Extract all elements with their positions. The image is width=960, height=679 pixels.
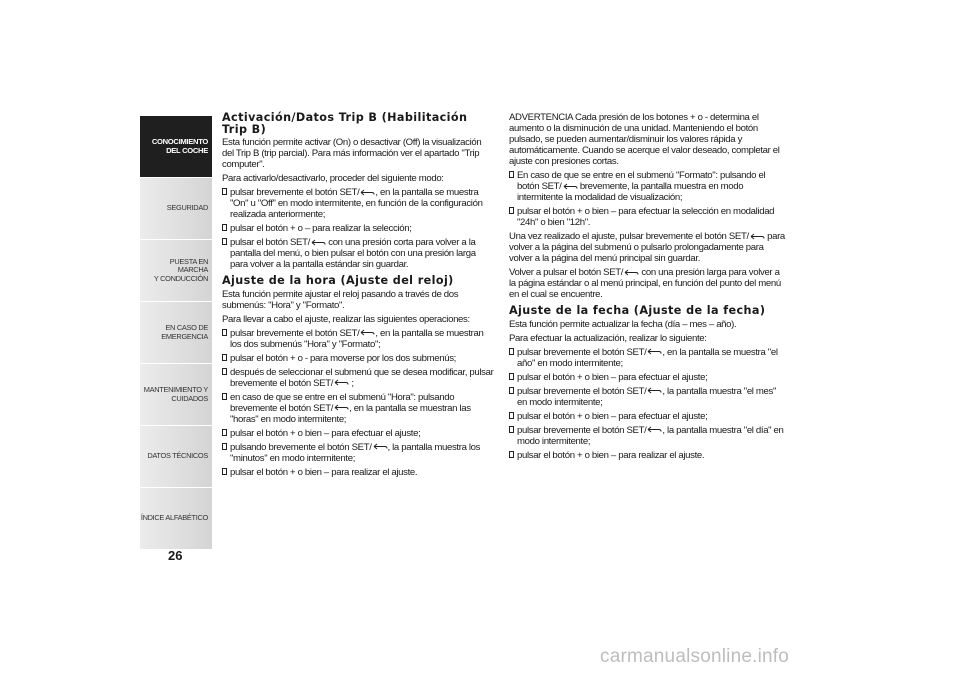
- list-item: pulsar el botón SET/ con una presión corta para volver a la pantalla del menú, o bien pulsar el botón con una presión larga para volver a la pantalla estándar sin guardar.: [222, 237, 494, 270]
- section-title-ajuste-fecha: Ajuste de la fecha (Ajuste de la fecha): [509, 304, 766, 317]
- list-item: pulsar brevemente el botón SET/ , en la pantalla se muestran los dos submenús "Hora" y "Formato";: [222, 328, 494, 350]
- paragraph: Para activarlo/desactivarlo, proceder del siguiente modo:: [222, 173, 444, 184]
- checkbox-bullet-icon: [509, 207, 514, 214]
- section-title-ajuste-hora: Ajuste de la hora (Ajuste del reloj): [222, 274, 454, 287]
- return-arrow-icon: [646, 387, 662, 394]
- return-arrow-icon: [623, 269, 639, 276]
- section-title-trip-b: Activación/Datos Trip B (Habilitación Trip B): [222, 111, 468, 136]
- return-arrow-icon: [749, 233, 765, 240]
- warning-paragraph: ADVERTENCIA Cada presión de los botones + o - determina el aumento o la disminución de una unidad. Manteniendo el botón pulsado, se pueden aumentar/disminuir los valores rápida y automáticamente. Cuando se acerque el valor deseado, completar el ajuste con presiones cortas.: [509, 112, 780, 167]
- paragraph: Esta función permite ajustar el reloj pasando a través de dos submenús: "Hora" y "Formato".: [222, 288, 459, 311]
- list-item: pulsar el botón + o bien – para efectuar la selección en modalidad "24h" o bien "12h".: [509, 206, 785, 228]
- checkbox-bullet-icon: [222, 238, 227, 245]
- checkbox-bullet-icon: [509, 412, 514, 419]
- paragraph: Una vez realizado el ajuste, pulsar brevemente el botón SET/ para volver a la página del submenú o pulsarlo prolongadamente para volver a la página del menú principal sin guardar.: [509, 231, 785, 264]
- paragraph: Esta función permite actualizar la fecha (día – mes – año).: [509, 318, 737, 330]
- return-arrow-icon: [646, 426, 662, 433]
- list-item: pulsar el botón + o bien – para realizar el ajuste.: [509, 450, 785, 461]
- checkbox-bullet-icon: [222, 429, 227, 436]
- checkbox-bullet-icon: [509, 348, 514, 355]
- checkbox-bullet-icon: [222, 224, 227, 231]
- tab-seguridad[interactable]: SEGURIDAD: [140, 178, 212, 239]
- return-arrow-icon: [333, 379, 349, 386]
- list-item: pulsar el botón + o bien – para efectuar el ajuste;: [509, 411, 785, 422]
- list-item: pulsar brevemente el botón SET/ , la pantalla muestra "el mes" en modo intermitente;: [509, 386, 785, 408]
- right-column: [509, 112, 785, 464]
- list-item: pulsar el botón + o bien – para efectuar el ajuste;: [222, 428, 494, 439]
- list-item: después de seleccionar el submenú que se desea modificar, pulsar brevemente el botón SET/ ;: [222, 367, 494, 389]
- return-arrow-icon: [562, 183, 578, 190]
- list-item: pulsar el botón + o bien – para efectuar el ajuste;: [509, 372, 785, 383]
- page-number: 26: [168, 548, 183, 563]
- tab-mantenimiento[interactable]: MANTENIMIENTO Y CUIDADOS: [140, 364, 212, 425]
- list-item: en caso de que se entre en el submenú "Hora": pulsando brevemente el botón SET/ , en la pantalla se muestran las "horas" en modo intermitente;: [222, 392, 494, 425]
- tab-indice-alfabetico[interactable]: ÍNDICE ALFABÉTICO: [140, 488, 212, 549]
- tab-datos-tecnicos[interactable]: DATOS TÉCNICOS: [140, 426, 212, 487]
- return-arrow-icon: [333, 404, 349, 411]
- paragraph: Para efectuar la actualización, realizar lo siguiente:: [509, 332, 707, 344]
- watermark: carmanualsonline.info: [600, 646, 790, 667]
- return-arrow-icon: [359, 329, 375, 336]
- checkbox-bullet-icon: [509, 373, 514, 380]
- checkbox-bullet-icon: [509, 387, 514, 394]
- list-item: pulsando brevemente el botón SET/ , la pantalla muestra los "minutos" en modo intermitente;: [222, 442, 494, 464]
- tab-puesta-en-marcha[interactable]: PUESTA EN MARCHA Y CONDUCCIÓN: [140, 240, 212, 301]
- checkbox-bullet-icon: [509, 171, 514, 178]
- checkbox-bullet-icon: [222, 329, 227, 336]
- checkbox-bullet-icon: [222, 468, 227, 475]
- return-arrow-icon: [310, 239, 326, 246]
- list-item: pulsar brevemente el botón SET/ , en la pantalla se muestra "On" u "Off" en modo intermitente, en función de la configuración realizada anteriormente;: [222, 187, 494, 220]
- tab-en-caso-de-emergencia[interactable]: EN CASO DE EMERGENCIA: [140, 302, 212, 363]
- list-item: pulsar brevemente el botón SET/ , la pantalla muestra "el día" en modo intermitente;: [509, 425, 785, 447]
- list-item: pulsar el botón + o bien – para realizar el ajuste.: [222, 467, 494, 478]
- checkbox-bullet-icon: [509, 451, 514, 458]
- checkbox-bullet-icon: [222, 393, 227, 400]
- return-arrow-icon: [372, 443, 388, 450]
- left-column: [222, 112, 494, 481]
- return-arrow-icon: [646, 348, 662, 355]
- paragraph: Esta función permite activar (On) o desactivar (Off) la visualización del Trip B (trip parcial). Para más información ver el apartado "Trip computer".: [222, 137, 482, 170]
- list-item: pulsar el botón + o – para realizar la selección;: [222, 223, 494, 234]
- list-item: pulsar brevemente el botón SET/ , en la pantalla se muestra "el año" en modo intermitente;: [509, 347, 785, 369]
- chapter-sidebar: [140, 116, 212, 550]
- list-item: En caso de que se entre en el submenú "Formato": pulsando el botón SET/ brevemente, la pantalla muestra en modo intermitente la modalidad de visualización;: [509, 170, 785, 203]
- return-arrow-icon: [359, 189, 375, 196]
- paragraph: Volver a pulsar el botón SET/ con una presión larga para volver a la página estándar o al menú principal, en función del punto del menú en el cual se encuentre.: [509, 267, 781, 300]
- checkbox-bullet-icon: [509, 426, 514, 433]
- tab-conocimiento-del-coche[interactable]: CONOCIMIENTO DEL COCHE: [140, 116, 212, 177]
- checkbox-bullet-icon: [222, 188, 227, 195]
- checkbox-bullet-icon: [222, 443, 227, 450]
- checkbox-bullet-icon: [222, 368, 227, 375]
- checkbox-bullet-icon: [222, 354, 227, 361]
- list-item: pulsar el botón + o - para moverse por los dos submenús;: [222, 353, 494, 364]
- paragraph: Para llevar a cabo el ajuste, realizar las siguientes operaciones:: [222, 313, 470, 325]
